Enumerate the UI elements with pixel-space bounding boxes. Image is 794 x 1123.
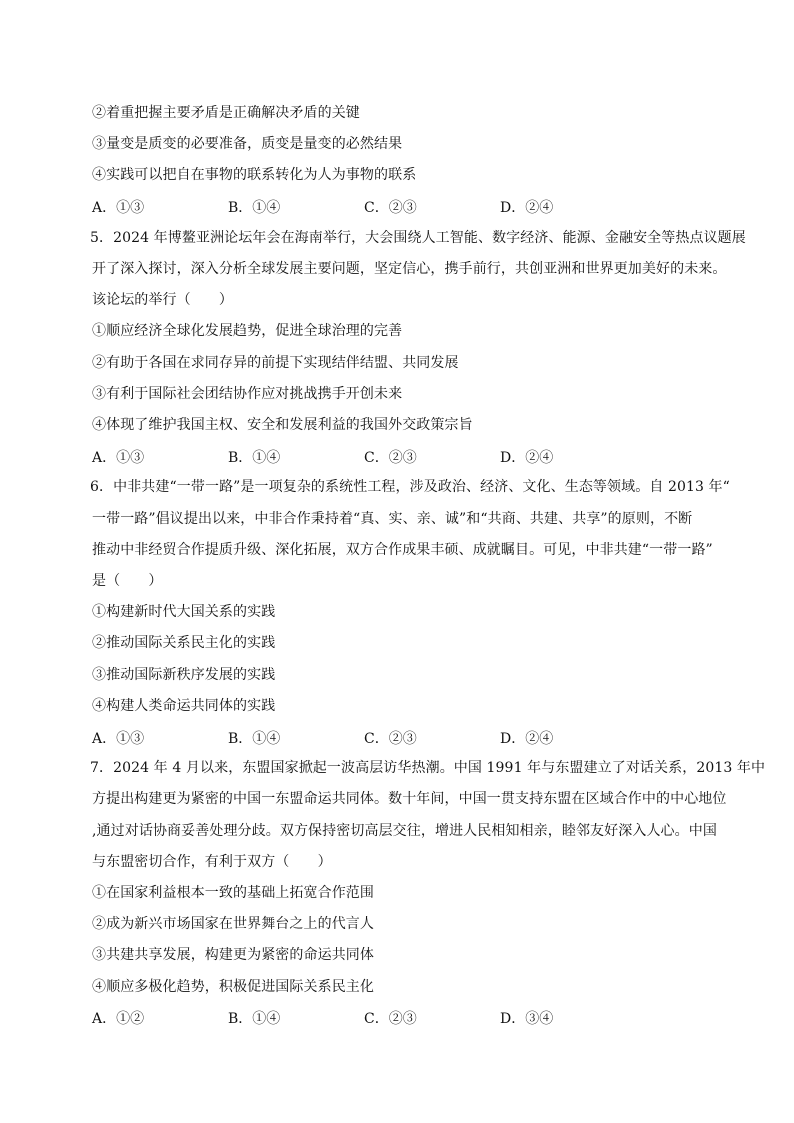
option-a[interactable]: A．①③ [92,200,145,217]
question-6-stem [90,472,730,597]
option-a[interactable]: A．①② [92,1011,145,1028]
question-7-stem-line-2: 方提出构建更为紧密的中国一东盟命运共同体。数十年间，中国一贯支持东盟在区域合作中的中心地位 [92,791,727,808]
question-4-item-4: ④实践可以把自在事物的联系转化为人为事物的联系 [92,167,417,184]
question-5-item-3: ③有利于国际社会团结协作应对挑战携手开创未来 [92,385,403,402]
question-7-stem-line-1: 7．2024 年 4 月以来，东盟国家掀起一波高层访华热潮。中国 1991 年与东盟建立了对话关系，2013 年中 [90,760,766,777]
question-page [90,98,766,1034]
question-6-stem-line-4: 是（ ） [92,573,163,590]
question-7-item-4: ④顺应多极化趋势，积极促进国际关系民主化 [92,978,374,995]
option-a[interactable]: A．①③ [92,449,145,466]
option-b[interactable]: B．①④ [228,730,281,747]
option-b[interactable]: B．①④ [228,449,281,466]
question-7-stem [90,753,766,878]
question-4-items [92,98,722,192]
question-5-item-2: ②有助于各国在求同存异的前提下实现结伴结盟、共同发展 [92,354,459,371]
question-5-stem [90,223,746,317]
question-6-item-1: ①构建新时代大国关系的实践 [92,604,276,621]
option-a[interactable]: A．①③ [92,730,145,747]
question-5-stem-line-1: 5．2024 年博鳌亚洲论坛年会在海南举行，大会围绕人工智能、数字经济、能源、金融安全等热点议题展 [90,229,746,246]
question-6-items [92,597,722,722]
question-5-stem-line-3: 该论坛的举行（ ） [92,292,233,309]
question-6-stem-line-3: 推动中非经贸合作提质升级、深化拓展，双方合作成果丰硕、成就瞩目。可见，中非共建“一带一路” [92,541,713,558]
option-c[interactable]: C．②③ [364,1011,417,1028]
option-c[interactable]: C．②③ [364,449,417,466]
question-6-item-2: ②推动国际关系民主化的实践 [92,635,276,652]
question-5-stem-line-2: 开了深入探讨，深入分析全球发展主要问题，坚定信心，携手前行，共创亚洲和世界更加美好的未来。 [92,261,727,277]
option-d[interactable]: D．②④ [500,200,554,217]
option-c[interactable]: C．②③ [364,730,417,747]
option-c[interactable]: C．②③ [364,200,417,217]
option-d[interactable]: D．②④ [500,730,554,747]
option-d[interactable]: D．②④ [500,449,554,466]
question-7-items [92,878,722,1003]
question-7-stem-line-4: 与东盟密切合作，有利于双方（ ） [92,853,332,870]
question-5-items [92,316,722,441]
option-b[interactable]: B．①④ [228,200,281,217]
question-5-item-1: ①顺应经济全球化发展趋势，促进全球治理的完善 [92,323,403,340]
question-5-options [92,441,722,472]
question-6-stem-line-1: 6．中非共建“一带一路”是一项复杂的系统性工程，涉及政治、经济、文化、生态等领域。自 2013 年“ [90,479,730,496]
option-b[interactable]: B．①④ [228,1011,281,1028]
question-6-item-3: ③推动国际新秩序发展的实践 [92,666,276,683]
question-6-stem-line-2: 一带一路”倡议提出以来，中非合作秉持着“真、实、亲、诚”和“共商、共建、共享”的原则，不断 [92,510,693,527]
question-7-item-3: ③共建共享发展，构建更为紧密的命运共同体 [92,947,374,964]
question-6-options [92,722,722,753]
option-d[interactable]: D．③④ [500,1011,554,1028]
question-4-item-2: ②着重把握主要矛盾是正确解决矛盾的关键 [92,105,360,121]
question-7-options [92,1003,722,1034]
question-6-item-4: ④构建人类命运共同体的实践 [92,697,276,714]
question-4-item-3: ③量变是质变的必要准备，质变是量变的必然结果 [92,136,403,153]
question-7-stem-line-3: ,通过对话协商妥善处理分歧。双方保持密切高层交往，增进人民相知相亲，睦邻友好深入人心。中国 [92,822,717,839]
question-7-item-1: ①在国家利益根本一致的基础上拓宽合作范围 [92,885,374,902]
question-7-item-2: ②成为新兴市场国家在世界舞台之上的代言人 [92,916,374,933]
question-4-options [92,192,722,223]
question-5-item-4: ④体现了维护我国主权、安全和发展利益的我国外交政策宗旨 [92,417,473,434]
